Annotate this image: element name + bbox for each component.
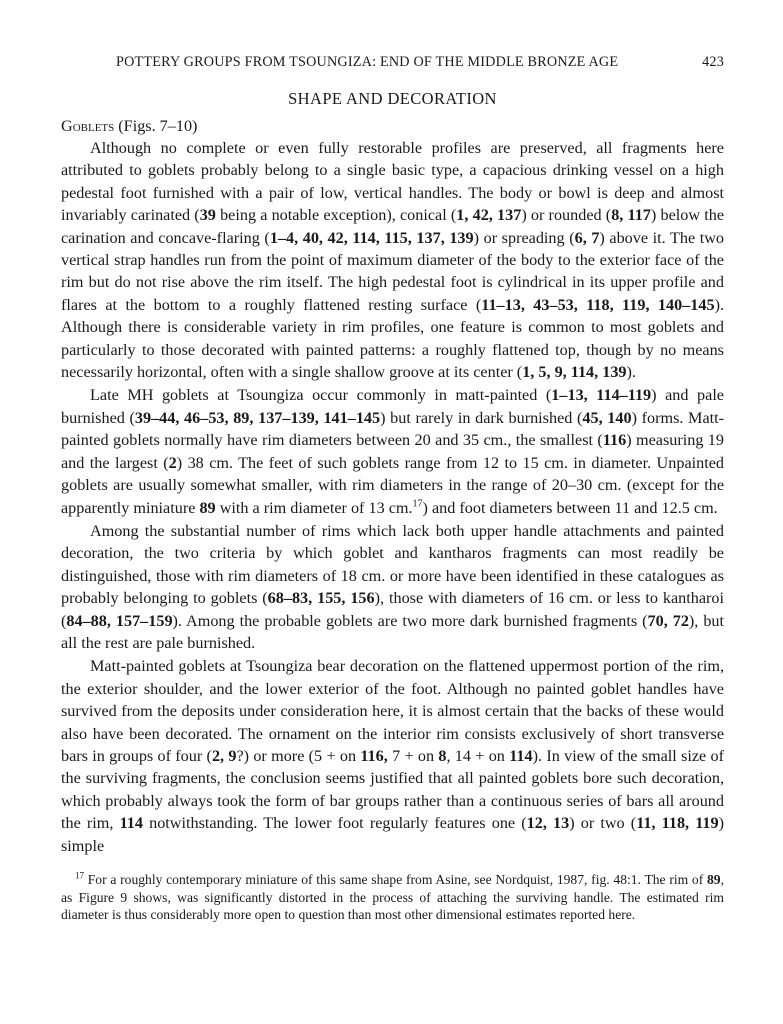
catalogue-number-ref: 68–83, 155, 156 bbox=[267, 589, 375, 608]
text-run: ), but all the rest are pale burnished. bbox=[61, 611, 725, 652]
text-run: , as Figure 9 shows, was significantly distorted in the process of attaching the surviving handle. The estimated rim diameter is thus considerably more open to question than most other dimensional estimates reported here. bbox=[61, 872, 724, 923]
text-run: with a rim diameter of 13 cm. bbox=[215, 498, 413, 517]
footnote-number: 17 bbox=[75, 870, 84, 881]
text-run: ) forms. Matt-painted goblets normally have rim diameters between 20 and 35 cm., the smallest ( bbox=[61, 408, 725, 450]
running-head-title: POTTERY GROUPS FROM TSOUNGIZA: END OF THE MIDDLE BRONZE AGE bbox=[116, 54, 619, 70]
text-run: Among the substantial number of rims which lack both upper handle attachments and painted decoration, the two criteria by which goblet and kantharos fragments can most readily be distinguished, those with rim diameters of 18 cm. or more have been identified in these catalogues as probably belonging to goblets ( bbox=[61, 521, 724, 608]
catalogue-number-ref: 1, 5, 9, 114, 139 bbox=[522, 363, 627, 382]
paragraph bbox=[61, 655, 724, 857]
paragraph bbox=[61, 520, 724, 654]
catalogue-number-ref: 116, bbox=[360, 746, 388, 765]
text-run: 7 + on bbox=[387, 746, 439, 765]
text-run: ) simple bbox=[61, 814, 725, 855]
text-run: Matt-painted goblets at Tsoungiza bear decoration on the flattened uppermost portion of the rim, the exterior shoulder, and the lower exterior of the foot. Although no painted goblet handles have survived from the deposits under consideration here, it is almost certain that the backs of these would also have been decorated. The ornament on the interior rim consists exclusively of short transverse bars in groups of four ( bbox=[61, 657, 724, 765]
text-run: ). In view of the small size of the surviving fragments, the conclusion seems justified that all painted goblets bore such decoration, which probably always took the form of bar groups rather than a continuous series of bars all around the rim, bbox=[61, 746, 725, 833]
catalogue-number-ref: 1–13, 114–119 bbox=[551, 386, 652, 405]
text-run: ). Although there is considerable variety in rim profiles, one feature is common to most goblets and particularly to those decorated with painted patterns: a roughly flattened top, though by no means necessarily horizontal, often with a single shallow groove at its center ( bbox=[61, 295, 724, 382]
catalogue-number-ref: 39–44, 46–53, 89, 137–139, 141–145 bbox=[134, 408, 381, 427]
page bbox=[61, 54, 725, 923]
footnote-ref: 17 bbox=[412, 498, 423, 510]
subhead bbox=[61, 115, 724, 137]
text-run: ), those with diameters of 16 cm. or less to kantharoi ( bbox=[61, 589, 725, 630]
catalogue-number-ref: 39 bbox=[199, 206, 216, 225]
text-run: ?) or more (5 + on bbox=[236, 746, 361, 765]
catalogue-number-ref: 6, 7 bbox=[574, 228, 600, 247]
catalogue-number-ref: 114 bbox=[119, 814, 143, 833]
catalogue-number-ref: 2 bbox=[168, 453, 177, 472]
catalogue-number-ref: 70, 72 bbox=[647, 611, 689, 630]
footnote-text bbox=[61, 872, 724, 922]
catalogue-number-ref: 8, 117 bbox=[611, 206, 651, 225]
text-run: ) measuring 19 and the largest ( bbox=[61, 431, 724, 472]
catalogue-number-ref: 11, 118, 119 bbox=[636, 814, 719, 833]
text-run: notwithstanding. The lower foot regularly features one ( bbox=[142, 814, 527, 833]
catalogue-number-ref: 84–88, 157–159 bbox=[66, 611, 173, 630]
paragraph bbox=[61, 384, 724, 518]
text-run: ) below the carination and concave-flaring ( bbox=[61, 206, 724, 247]
catalogue-number-ref: 45, 140 bbox=[582, 408, 632, 427]
catalogue-number-ref: 11–13, 43–53, 118, 119, 140–145 bbox=[481, 295, 715, 314]
catalogue-number-ref: 2, 9 bbox=[211, 746, 237, 765]
catalogue-number-ref: 114 bbox=[509, 746, 533, 765]
text-run: ) or two ( bbox=[569, 814, 637, 833]
text-run: ) 38 cm. The feet of such goblets range from 12 to 15 cm. in diameter. Unpainted goblets are usually somewhat smaller, with rim diameters in the range of 20–30 cm. (except for the apparently miniature bbox=[61, 453, 724, 517]
catalogue-number-ref: 12, 13 bbox=[526, 814, 570, 833]
page-number: 423 bbox=[702, 54, 724, 70]
catalogue-number-ref: 1, 42, 137 bbox=[456, 206, 522, 225]
text-run: ). Among the probable goblets are two more dark burnished fragments ( bbox=[172, 611, 648, 630]
subhead-figs: (Figs. 7–10) bbox=[114, 117, 198, 135]
catalogue-number-ref: 1–4, 40, 42, 114, 115, 137, 139 bbox=[269, 228, 474, 247]
text-run: For a roughly contemporary miniature of this same shape from Asine, see Nordquist, 1987, fig. 48:1. The rim of bbox=[84, 872, 707, 887]
text-run: ). bbox=[626, 363, 636, 382]
catalogue-number-ref: 116 bbox=[602, 431, 627, 450]
text-run: ) or spreading ( bbox=[473, 228, 575, 247]
running-head bbox=[61, 54, 724, 76]
catalogue-number-ref: 8 bbox=[438, 746, 447, 765]
text-run: ) above it. The two vertical strap handles run from the point of maximum diameter of the body to the exterior face of the rim but do not rise above the rim itself. The high pedestal foot is cylindrical in its upper profile and flares at the bottom to a roughly flattened resting surface ( bbox=[61, 228, 725, 314]
text-run: , 14 + on bbox=[446, 746, 510, 765]
subhead-label: Goblets bbox=[61, 117, 115, 135]
text-run: Although no complete or even fully restorable profiles are preserved, all fragments here attributed to goblets probably belong to a single basic type, a capacious drinking vessel on a high pedestal foot furnished with a pair of low, vertical handles. The body or bowl is deep and almost invariably carinated ( bbox=[61, 139, 724, 225]
text-run: ) or rounded ( bbox=[521, 206, 612, 225]
text-run: ) and pale burnished ( bbox=[61, 386, 724, 427]
text-run: being a notable exception), conical ( bbox=[215, 206, 457, 225]
body-text bbox=[61, 137, 724, 857]
section-title: SHAPE AND DECORATION bbox=[288, 89, 497, 108]
text-run: ) and foot diameters between 11 and 12.5 cm. bbox=[422, 498, 718, 517]
footnote bbox=[61, 871, 724, 924]
catalogue-number-ref: 89 bbox=[199, 498, 216, 517]
catalogue-number-ref: 89 bbox=[707, 872, 721, 887]
text-run: Late MH goblets at Tsoungiza occur commonly in matt-painted ( bbox=[90, 386, 552, 405]
text-run: ) but rarely in dark burnished ( bbox=[380, 408, 583, 427]
paragraph bbox=[61, 137, 724, 383]
